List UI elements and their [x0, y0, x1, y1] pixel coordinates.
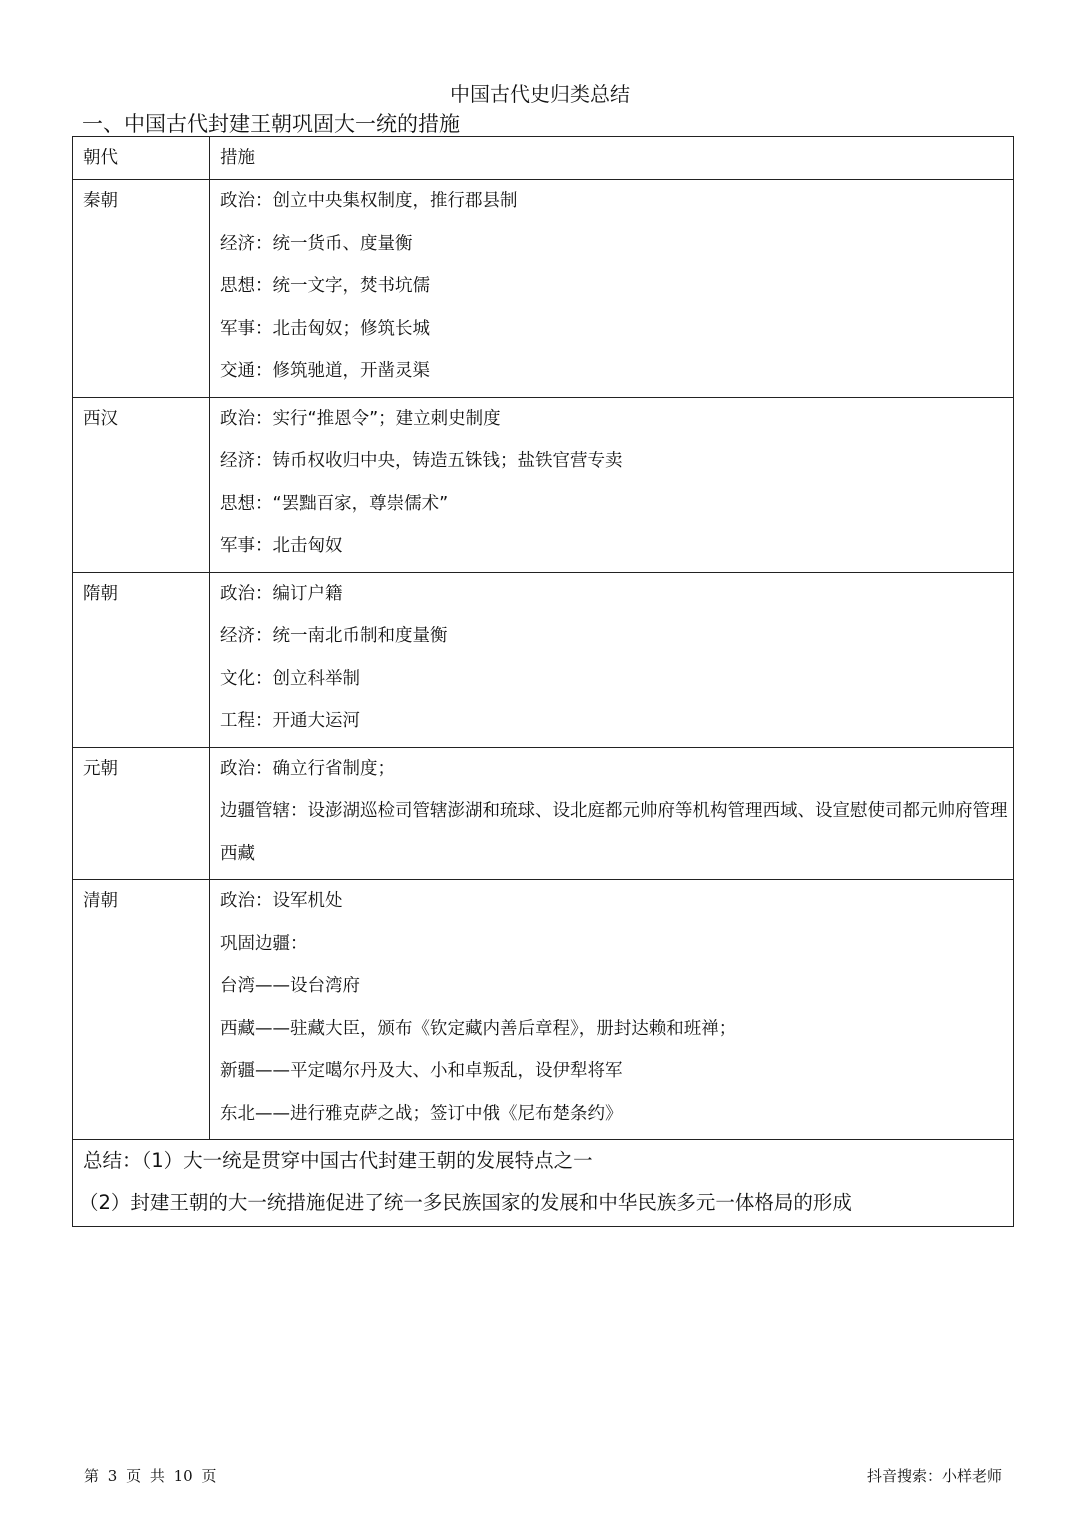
- table-row: [73, 397, 1014, 572]
- table-row: [73, 880, 1014, 1140]
- table-row: [73, 572, 1014, 747]
- measure-item: 政治：设军机处: [220, 891, 343, 911]
- section-heading: 一、中国古代封建王朝巩固大一统的措施: [82, 112, 460, 136]
- measures-cell: [210, 880, 1014, 1140]
- table-row: [73, 180, 1014, 398]
- measure-item: 政治：实行“推恩令”；建立刺史制度: [220, 408, 501, 429]
- measure-item: 军事：北击匈奴: [220, 536, 343, 556]
- measure-item: 政治：创立中央集权制度，推行郡县制: [220, 191, 518, 211]
- dynasty-cell: 西汉: [73, 397, 210, 572]
- measure-item: 西藏——驻藏大臣，颁布《钦定藏内善后章程》，册封达赖和班禅；: [220, 1018, 737, 1039]
- measure-item: 边疆管辖：设澎湖巡检司管辖澎湖和琉球、设北庭都元帅府等机构管理西域、设宣慰使司都元帅府管理西藏: [220, 801, 1008, 864]
- measure-item: 军事：北击匈奴；修筑长城: [220, 318, 430, 339]
- measure-item: 思想：“罢黜百家，尊崇儒术”: [220, 493, 449, 514]
- table-row: [73, 747, 1014, 880]
- summary-line: 总结：（1）大一统是贯穿中国古代封建王朝的发展特点之一: [83, 1149, 593, 1172]
- measure-item: 台湾——设台湾府: [220, 976, 360, 996]
- measure-item: 经济：统一南北币制和度量衡: [220, 626, 448, 646]
- measure-item: 新疆——平定噶尔丹及大、小和卓叛乱，设伊犁将军: [220, 1061, 623, 1081]
- dynasty-cell: 清朝: [73, 880, 210, 1140]
- measure-item: 工程：开通大运河: [220, 711, 360, 731]
- dynasty-cell: 隋朝: [73, 572, 210, 747]
- document-title: 中国古代史归类总结: [450, 82, 630, 106]
- summary-cell: [73, 1140, 1014, 1227]
- measure-item: 交通：修筑驰道，开凿灵渠: [220, 361, 430, 381]
- measure-item: 思想：统一文字，焚书坑儒: [220, 276, 430, 296]
- measures-cell: [210, 572, 1014, 747]
- footer-credit: 抖音搜索：小样老师: [866, 1467, 1002, 1485]
- measures-table: [72, 136, 1014, 1227]
- summary-row: [73, 1140, 1014, 1227]
- dynasty-cell: 元朝: [73, 747, 210, 880]
- measure-item: 经济：铸币权收归中央，铸造五铢钱；盐铁官营专卖: [220, 451, 623, 471]
- header-dynasty: 朝代: [73, 137, 210, 180]
- page-number: 第 3 页 共 10 页: [84, 1467, 217, 1485]
- measure-item: 政治：确立行省制度；: [220, 758, 395, 779]
- measures-cell: [210, 180, 1014, 398]
- measure-item: 经济：统一货币、度量衡: [220, 233, 413, 254]
- summary-line: （2）封建王朝的大一统措施促进了统一多民族国家的发展和中华民族多元一体格局的形成: [79, 1191, 852, 1214]
- measures-cell: [210, 397, 1014, 572]
- measure-item: 文化：创立科举制: [220, 668, 360, 689]
- measure-item: 东北——进行雅克萨之战；签订中俄《尼布楚条约》: [220, 1103, 623, 1124]
- dynasty-cell: 秦朝: [73, 180, 210, 398]
- measures-cell: [210, 747, 1014, 880]
- measure-item: 巩固边疆：: [220, 933, 308, 954]
- table-header-row: [73, 137, 1014, 180]
- measure-item: 政治：编订户籍: [220, 583, 343, 604]
- header-measures: 措施: [210, 137, 1014, 180]
